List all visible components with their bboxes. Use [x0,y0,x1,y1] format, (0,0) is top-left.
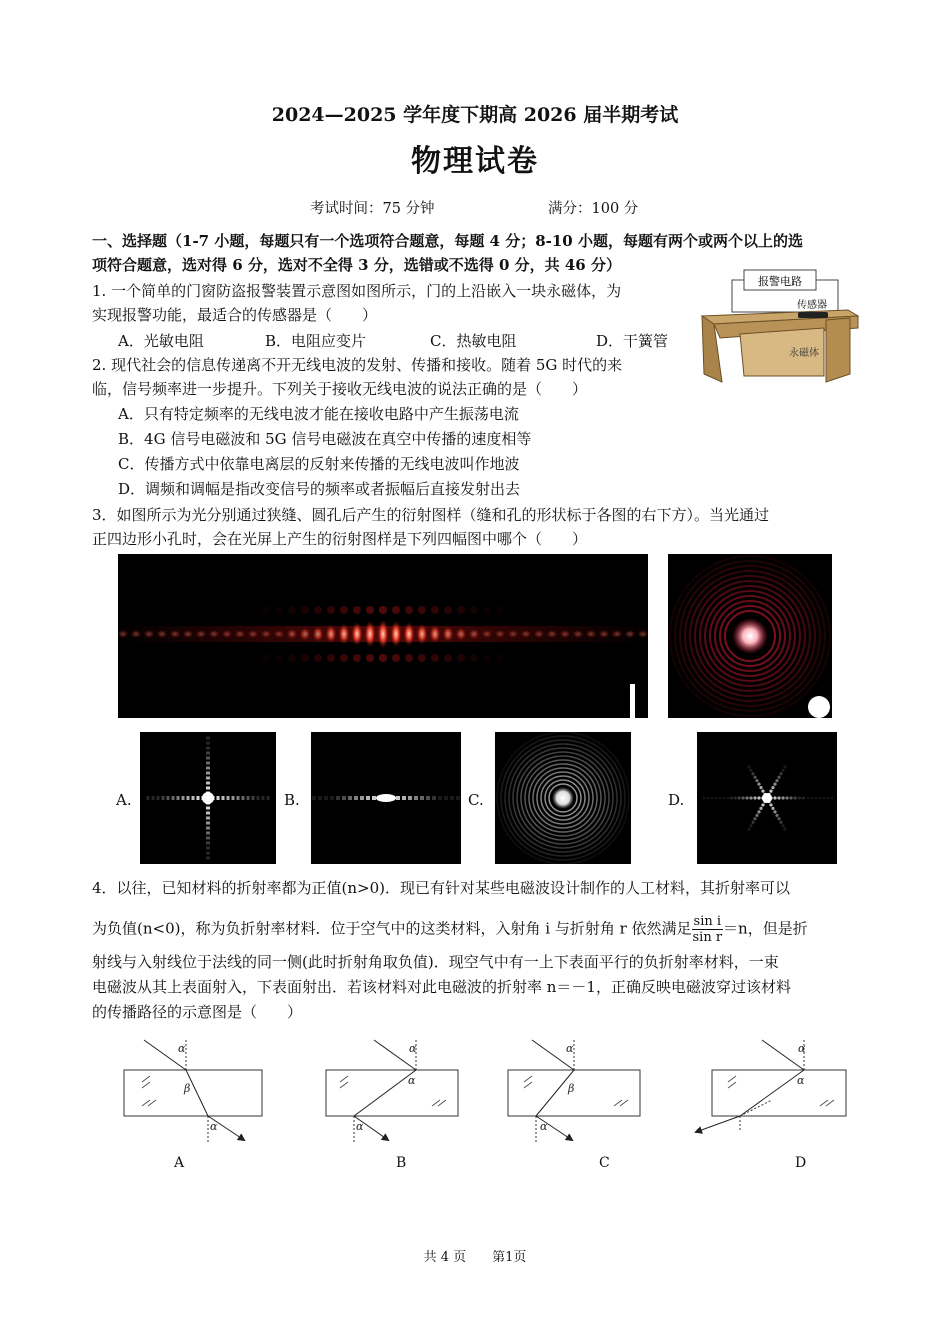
q3-option-a-label: A. [116,791,132,809]
q4-stem-line4: 电磁波从其上表面射入，下表面射出．若该材料对此电磁波的折射率 n＝－1，正确反映电磁波穿过该材料 [92,978,791,996]
svg-text:α: α [798,1042,806,1055]
fraction-numerator: sin i [693,914,722,929]
q4-stem-line5: 的传播路径的示意图是（ ） [92,1003,303,1021]
q3-stem-line2: 正四边形小孔时，会在光屏上产生的衍射图样是下列四幅图中哪个（ ） [92,530,588,548]
q3-option-c-label: C. [468,791,484,809]
q4-stem-line2-text-a: 为负值(n<0)，称为负折射率材料．位于空气中的这类材料，入射角 i 与折射角 r 依然满足 [92,919,692,938]
svg-text:α: α [797,1074,805,1087]
q4-diagram-a [124,1040,262,1144]
svg-text:α: α [210,1120,218,1133]
svg-text:α: α [566,1042,574,1055]
hole-shape-marker [808,696,830,718]
q1-option-c: C．热敏电阻 [430,332,517,350]
sensor-label: 传感器 [797,300,827,311]
q4-stem-line1: 4．以往，已知材料的折射率都为正值(n>0)．现已有针对某些电磁波设计制作的人工材料，其折射率可以 [92,879,791,897]
q2-option-c: C．传播方式中依靠电离层的反射来传播的无线电波叫作地波 [118,455,520,473]
slit-diffraction-image [118,554,648,718]
q4-label-a: A [174,1155,185,1171]
door-alarm-figure [700,264,860,388]
exam-title: 2024—2025 学年度下期高 2026 届半期考试 [271,104,679,126]
q3-option-b-image [311,732,461,864]
q4-ray-diagrams [100,1028,860,1148]
q2-stem-line2: 临，信号频率进一步提升。下列关于接收无线电波的说法正确的是（ ） [92,380,588,398]
subject-title: 物理试卷 [411,144,539,179]
q4-label-d: D [795,1155,807,1171]
full-score: 满分：100 分 [548,201,639,217]
svg-text:β: β [568,1082,575,1095]
exam-time: 考试时间：75 分钟 [310,201,435,217]
q2-option-b: B．4G 信号电磁波和 5G 信号电磁波在真空中传播的速度相等 [118,430,532,448]
q2-stem-line1: 2. 现代社会的信息传递离不开无线电波的发射、传播和接收。随着 5G 时代的来 [92,356,623,374]
q4-diagram-d [696,1040,846,1132]
snell-fraction [692,914,724,945]
svg-text:α: α [409,1042,417,1055]
q4-diagram-b [326,1040,458,1144]
q2-option-a: A．只有特定频率的无线电波才能在接收电路中产生振荡电流 [118,405,519,423]
sensor-block [798,312,828,318]
q3-option-d-label: D. [668,791,685,809]
q4-label-c: C [599,1155,610,1171]
fraction-denominator: sin r [692,930,723,945]
slit-shape-marker [630,684,635,718]
q4-stem-line2 [92,914,808,945]
q1-stem-line1: 1. 一个简单的门窗防盗报警装置示意图如图所示，门的上沿嵌入一块永磁体，为 [92,282,622,300]
page-footer: 共 4 页 第1页 [423,1250,527,1265]
magnet-label: 永磁体 [789,348,819,359]
q1-stem-line2: 实现报警功能，最适合的传感器是（ ） [92,306,378,324]
q4-stem-line3: 射线与入射线位于法线的同一侧(此时折射角取负值)．现空气中有一上下表面平行的负折射率材料，一束 [92,953,779,971]
q3-option-c-image [495,732,631,864]
q4-diagram-c [508,1040,640,1144]
q4-stem-line2-text-b: ＝n，但是折 [723,919,808,938]
q4-label-b: B [396,1155,407,1171]
alarm-circuit-label: 报警电路 [758,275,802,288]
svg-text:α: α [178,1042,186,1055]
svg-text:α: α [356,1120,364,1133]
q2-option-d: D．调频和调幅是指改变信号的频率或者振幅后直接发射出去 [118,480,521,498]
q3-option-b-label: B. [284,791,300,809]
q3-option-a-image [140,732,276,864]
svg-text:β: β [184,1082,191,1095]
hole-diffraction-image [668,554,832,718]
q1-option-a: A．光敏电阻 [118,332,204,350]
q3-option-d-image [697,732,837,864]
q3-stem-line1: 3．如图所示为光分别通过狭缝、圆孔后产生的衍射图样（缝和孔的形状标于各图的右下方）。当光通过 [92,506,770,524]
svg-text:α: α [408,1074,416,1087]
q1-option-b: B．电阻应变片 [265,332,367,350]
section-heading-line2: 项符合题意，选对得 6 分，选对不全得 3 分，选错或不选得 0 分，共 46 分） [92,256,621,274]
section-heading-line1: 一、选择题（1-7 小题，每题只有一个选项符合题意，每题 4 分；8-10 小题，每题有两个或两个以上的选 [92,232,803,250]
svg-text:α: α [540,1120,548,1133]
q1-option-d: D．干簧管 [596,332,669,350]
